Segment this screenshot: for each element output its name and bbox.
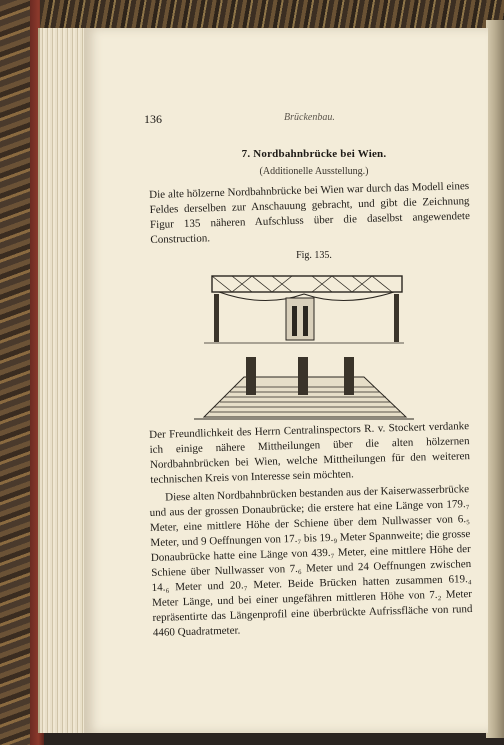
section-title: 7. Nordbahnbrücke bei Wien. <box>241 148 387 160</box>
section-subtitle: (Additionelle Ausstellung.) <box>259 166 369 177</box>
paragraph-2: Der Freundlichkeit des Herrn Centralinspectors R. v. Stockert verdanke ich einige nähere Mittheilungen über die alten hölzernen Nordbahnbrücken bei Wien, welche Mittheilungen für den weiteren technischen Kreis von Interesse sein möchten. <box>149 420 471 486</box>
page-number: 136 <box>144 112 162 126</box>
bridge-elevation-drawing <box>204 268 404 348</box>
book-cover-top <box>40 0 504 28</box>
page-right-edge <box>486 20 504 738</box>
page-edges-stack <box>38 28 86 733</box>
running-title: Brückenbau. <box>284 112 335 123</box>
bridge-cross-section-drawing <box>194 353 414 423</box>
figure-caption: Fig. 135. <box>296 250 332 261</box>
paragraph-3: Diese alten Nordbahnbrücken bestanden aus der Kaiserwasserbrücke und aus der grossen Donaubrücke; die erstere hat eine Länge von 179.₇ Meter, eine mittlere Höhe der Schiene über dem Nullwasser von 6.₅ Meter, und 9 Oeffnungen von 17.₇ bis 19.₉ Meter Spannweite; die grosse Donaubrücke hatte eine Länge von 439.₇ Meter, eine mittlere Höhe der Schiene über Nullwasser von 7.₆ Meter und 24 Oeffnungen zwischen 14.₆ Meter und 20.₇ Meter. Beide Brücken hatten zusammen 619.₄ Meter Länge, und bei einer ungefähren mittleren Höhe von 7.₂ Meter repräsentirte das Längenprofil eine überbrückte Aufrissfläche von rund 4460 Quadratmeter. <box>149 483 473 639</box>
paragraph-1: Die alte hölzerne Nordbahnbrücke bei Wien war durch das Modell eines Feldes derselben zur Anschauung gebracht, und gibt die Zeichnung Figur 135 näheren Aufschluss über die daselbst angewendete Construction. <box>149 180 471 246</box>
book-page <box>84 28 488 733</box>
